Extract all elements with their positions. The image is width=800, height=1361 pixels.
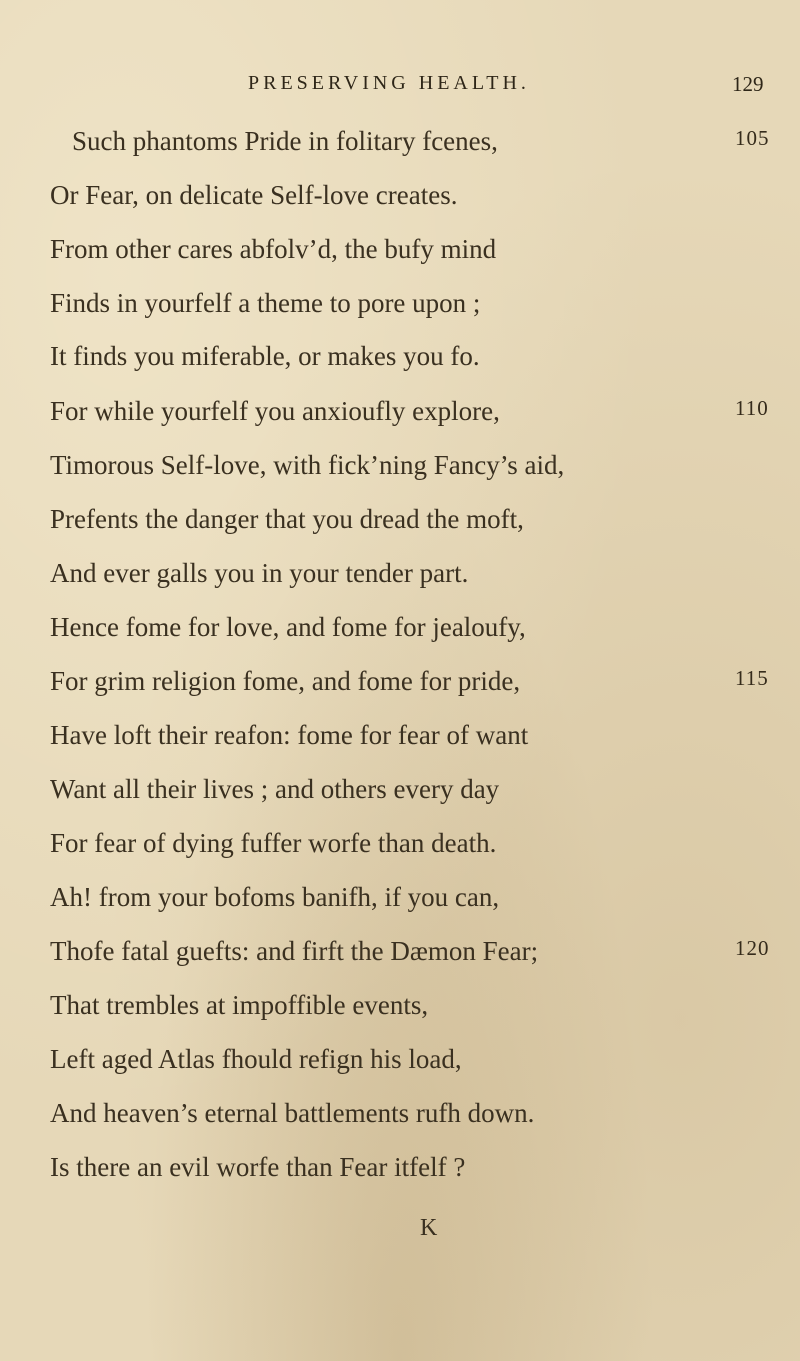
verse-line-text: Finds in yourfelf a theme to pore upon ; (50, 288, 481, 318)
verse-line (0, 666, 800, 716)
verse-line (0, 828, 800, 878)
verse-line (0, 234, 800, 284)
verse-line (0, 288, 800, 338)
verse-line (0, 1152, 800, 1202)
line-number: 105 (735, 126, 770, 150)
verse-line-text: For grim religion fome, and fome for pride, (50, 666, 521, 696)
line-number: 115 (735, 666, 769, 690)
verse-line-text: It finds you miferable, or makes you fo. (50, 341, 480, 371)
verse-line (0, 126, 800, 176)
verse-line-text: That trembles at impoffible events, (50, 990, 429, 1020)
verse-line-text: Thofe fatal guefts: and firft the Dæmon Fear; (50, 936, 539, 966)
verse-line (0, 936, 800, 986)
verse-line-text: Such phantoms Pride in folitary fcenes, (72, 126, 498, 156)
verse-line-text: Hence fome for love, and fome for jealoufy, (50, 612, 526, 642)
verse-line-text: And ever galls you in your tender part. (50, 558, 469, 588)
verse-line (0, 1044, 800, 1094)
verse-line-text: Timorous Self-love, with fick’ning Fancy’s aid, (50, 450, 565, 480)
verse-line-text: Ah! from your bofoms banifh, if you can, (50, 882, 500, 912)
verse-line-text: Or Fear, on delicate Self-love creates. (50, 180, 458, 210)
line-number: 110 (735, 396, 769, 420)
line-number: 120 (735, 936, 770, 960)
verse-line-text: For fear of dying fuffer worfe than death. (50, 828, 497, 858)
verse-line (0, 450, 800, 500)
verse-line (0, 774, 800, 824)
signature-mark: K (420, 1215, 438, 1241)
verse-line-text: Left aged Atlas fhould refign his load, (50, 1044, 462, 1074)
verse-line (0, 882, 800, 932)
verse-line (0, 341, 800, 391)
verse-line-text: Have loft their reafon: fome for fear of want (50, 720, 529, 750)
verse-line (0, 720, 800, 770)
verse-line (0, 558, 800, 608)
verse-line-text: Want all their lives ; and others every day (50, 774, 500, 804)
verse-line-text: From other cares abfolv’d, the bufy mind (50, 234, 497, 264)
verse-line-text: For while yourfelf you anxioufly explore, (50, 396, 500, 426)
verse-line-text: Prefents the danger that you dread the moft, (50, 504, 524, 534)
running-head: PRESERVING HEALTH. (248, 72, 530, 94)
verse-line (0, 180, 800, 230)
verse-line-text: And heaven’s eternal battlements rufh down. (50, 1098, 535, 1128)
verse-line (0, 1098, 800, 1148)
verse-line (0, 990, 800, 1040)
verse-line (0, 396, 800, 446)
verse-line (0, 612, 800, 662)
page-number: 129 (732, 72, 764, 96)
verse-line-text: Is there an evil worfe than Fear itfelf ? (50, 1152, 466, 1182)
verse-line (0, 504, 800, 554)
